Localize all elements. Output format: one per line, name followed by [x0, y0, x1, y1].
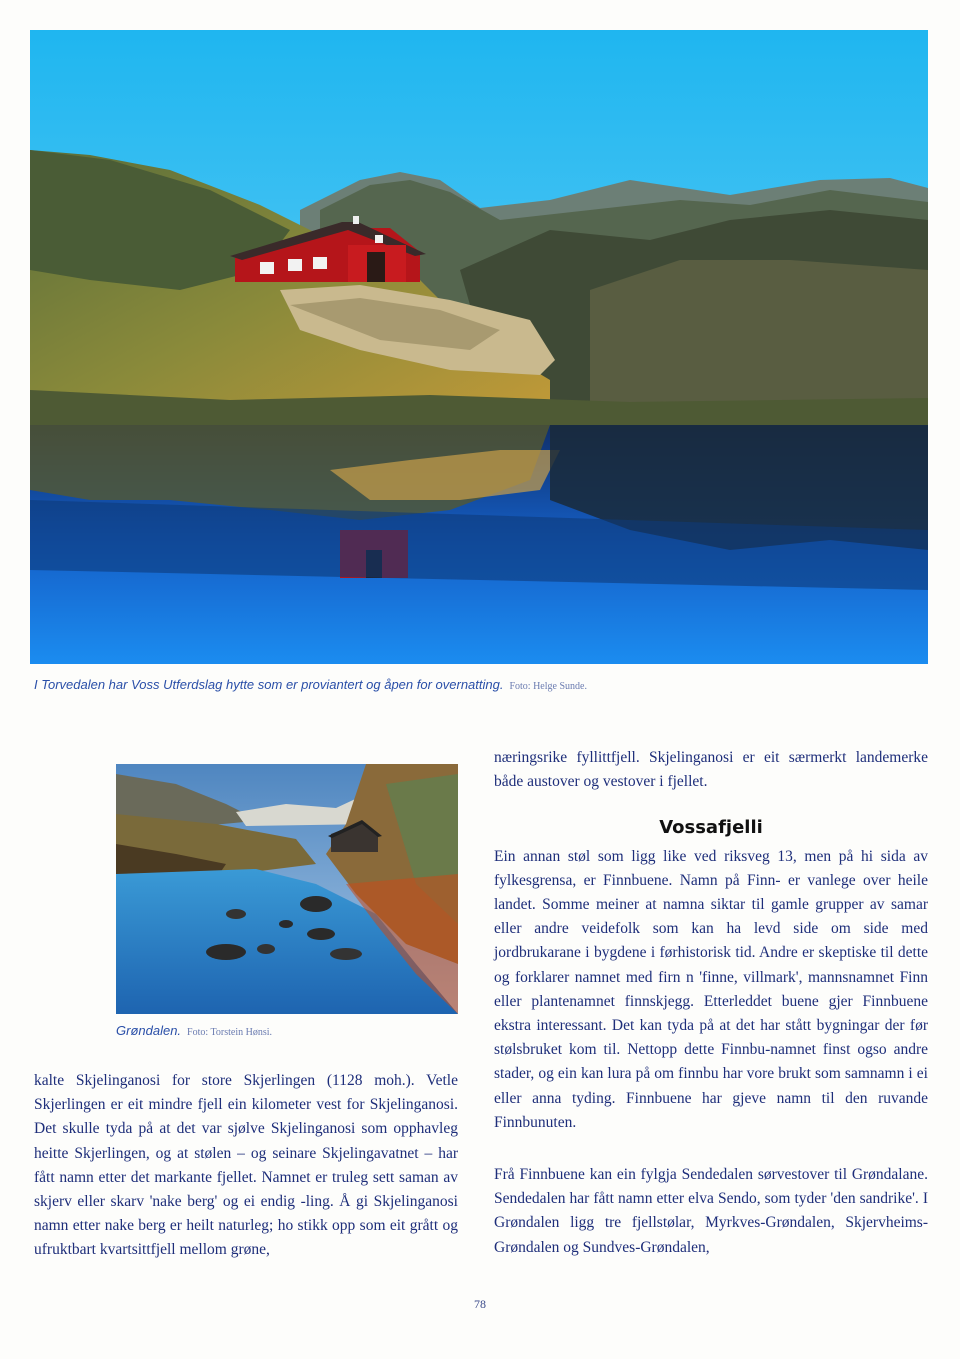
main-photo-credit: Foto: Helge Sunde. — [509, 681, 587, 692]
section-heading: Vossafjelli — [659, 817, 763, 839]
left-column-paragraph: kalte Skjelinganosi for store Skjerlingen (1128 moh.). Vetle Skjerlingen er eit mindre fjell ein kilometer vest for Skjelinganosi. Det skulle tyda på at det var sjølve Skjelinganosi som opphavleg heitte Skjerlingen, og at stølen – og seinare Skjelingavatnet – har fått namn etter det markante fjellet. Namnet er truleg sett saman av skjerv eller skarv 'nake berg' og ei endig -ling. Å gi Skjelinganosi namn etter nake berg er heilt naturleg; ho stikk opp som eit grått og ufruktbart kvartsittfjell mellom grøne, — [34, 1072, 458, 1259]
small-photo-caption — [116, 1023, 272, 1038]
right-column — [494, 746, 928, 1260]
page-number: 78 — [474, 1297, 486, 1311]
left-column — [34, 1069, 458, 1263]
main-caption-text: I Torvedalen har Voss Utferdslag hytte som er proviantert og åpen for overnatting. — [34, 677, 504, 692]
right-column-paragraph-2: Frå Finnbuene kan ein fylgja Sendedalen sørvestover til Grøndalane. Sendedalen har fått namn etter elva Sendo, som tyder 'den sandrike'. I Grøndalen ligg tre fjellstølar, Myrkves-Grøndalen, Skjervheims-Grøndalen og Sundves-Grøndalen, — [494, 1166, 928, 1256]
right-column-intro: næringsrike fyllittfjell. Skjelinganosi er eit særmerkt landemerke både austover og vestover i fjellet. — [494, 749, 928, 791]
right-column-paragraph-1: Ein annan støl som ligg like ved riksveg 13, men på hi sida av fylkesgrensa, er Finnbuene. Namn på Finn- er vanlege over heile landet. Somme meiner at namna siktar til gamle grupper av samar eller andre veidefolk som kan ha levd side om side med jordbrukarane i bygdene i førhistorisk tid. Andre er skeptiske til dette og forklarer namnet med firn n 'finne, villmark', mannsnamnet Finn eller plantenamnet finnskjegg. Etterleddet buene gjer Finnbuene ekstra interessant. Det kan tyda på at det har stått bygningar der før stølsbruket kom til. Nettopp dette Finnbu-namnet finst ogso andre stader, og ein kan lura på om finnbu har vore brukt som samnamn i ei eller anna tyding. Finnbuene har gjeve namn til den ruvande Finnbunuten. — [494, 847, 928, 1131]
main-photo-caption — [34, 677, 587, 692]
small-photo-credit: Foto: Torstein Hønsi. — [187, 1027, 273, 1038]
small-photo — [116, 764, 458, 1014]
small-caption-text: Grøndalen. — [116, 1023, 182, 1038]
main-photo — [30, 30, 928, 664]
paragraph-gap — [494, 1135, 928, 1163]
